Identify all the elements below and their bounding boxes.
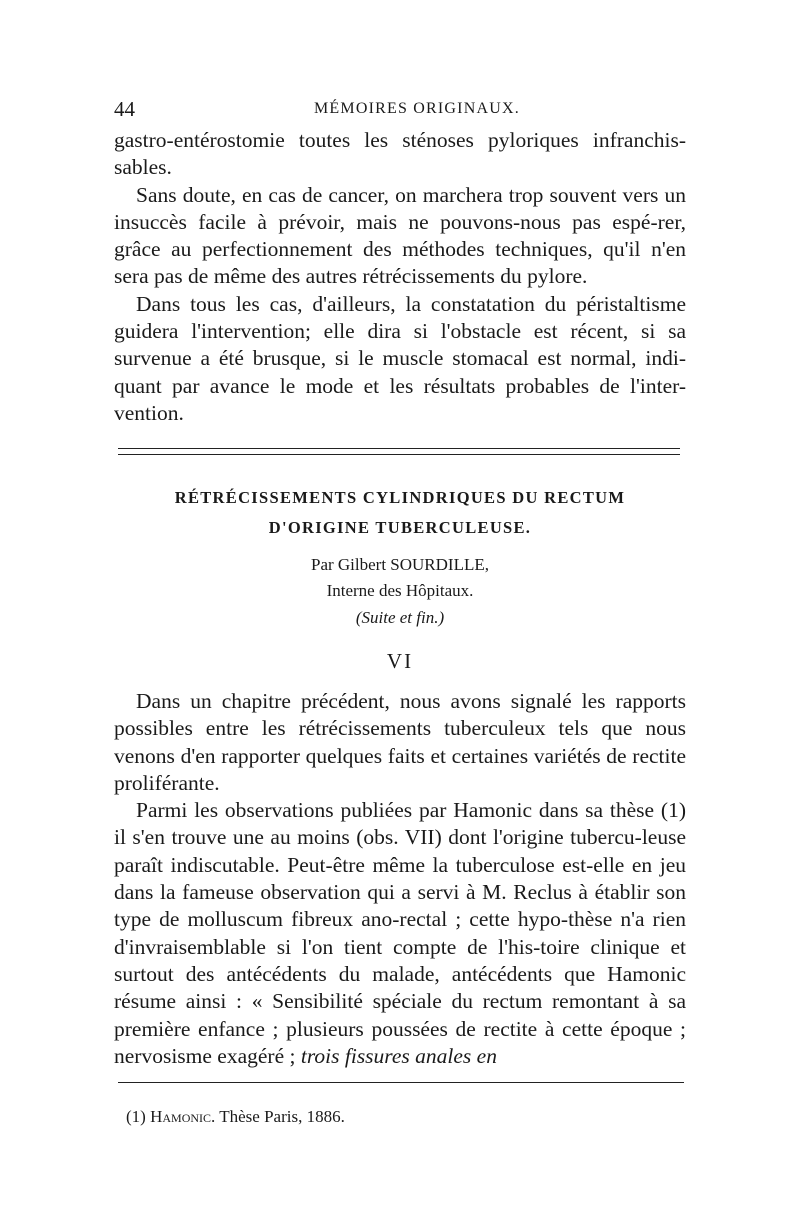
paragraph: gastro-entérostomie toutes les sténoses pyloriques infranchis-sables. (114, 128, 686, 180)
author-byline: Par Gilbert SOURDILLE, (310, 555, 489, 574)
running-head (114, 97, 684, 123)
article-body (114, 688, 686, 1070)
footnote-rule (118, 1082, 684, 1083)
journal-title: MÉMOIRES ORIGINAUX. (314, 100, 520, 117)
paragraph (114, 797, 686, 1070)
author-affiliation: Interne des Hôpitaux. (326, 581, 474, 600)
paragraph: Dans un chapitre précédent, nous avons signalé les rapports possibles entre les rétrécissements tuberculeux tels que nous venons d'en rapporter quelques faits et certaines variétés de rectite proliférante. (114, 689, 686, 795)
article-separator-rule (118, 454, 680, 455)
paragraph: Sans doute, en cas de cancer, on marchera trop souvent vers un insuccès facile à prévoir, mais ne pouvons-nous pas espé-rer, grâce au perfectionnement des méthodes techniques, qu'il n'en sera pas de même des autres rétrécissements du pylore. (114, 182, 686, 289)
article-title-line-2: D'ORIGINE TUBERCULEUSE. (268, 518, 532, 537)
article-title-line-1: RÉTRÉCISSEMENTS CYLINDRIQUES DU RECTUM (174, 488, 626, 507)
footnote (126, 1107, 345, 1127)
page-number: 44 (114, 97, 135, 121)
article-separator-rule (118, 448, 680, 449)
continuation-note: (Suite et fin.) (355, 608, 445, 627)
previous-article-conclusion (114, 127, 686, 427)
footnote-text: Thèse Paris, 1886. (219, 1107, 345, 1126)
footnote-marker: (1) (126, 1107, 146, 1126)
footnote-author: Hamonic. (150, 1107, 216, 1126)
paragraph-text: Parmi les observations publiées par Hamonic dans sa thèse (1) il s'en trouve une au moins (obs. VII) dont l'origine tubercu-leuse paraît indiscutable. Peut-être même la tuberculose est-elle en jeu dans la fameuse observation qui a servi à M. Reclus à établir son type de molluscum fibreux ano-rectal ; cette hypo-thèse n'a rien d'invraisemblable si l'on tient compte de l'his-toire clinique et surtout des antécédents du malade, antécédents que Hamonic résume ainsi : « Sensibilité spéciale du rectum remontant à sa première enfance ; plusieurs poussées de rectite à cette époque ; nervosisme exagéré ; (114, 798, 686, 1068)
section-heading: VI (386, 649, 414, 673)
italic-text: trois fissures anales en (300, 1043, 497, 1068)
paragraph: Dans tous les cas, d'ailleurs, la constatation du péristaltisme guidera l'intervention; elle dira si l'obstacle est récent, si sa survenue a été brusque, si le muscle stomacal est normal, indi-quant par avance le mode et les résultats probables de l'inter-vention. (114, 291, 686, 425)
